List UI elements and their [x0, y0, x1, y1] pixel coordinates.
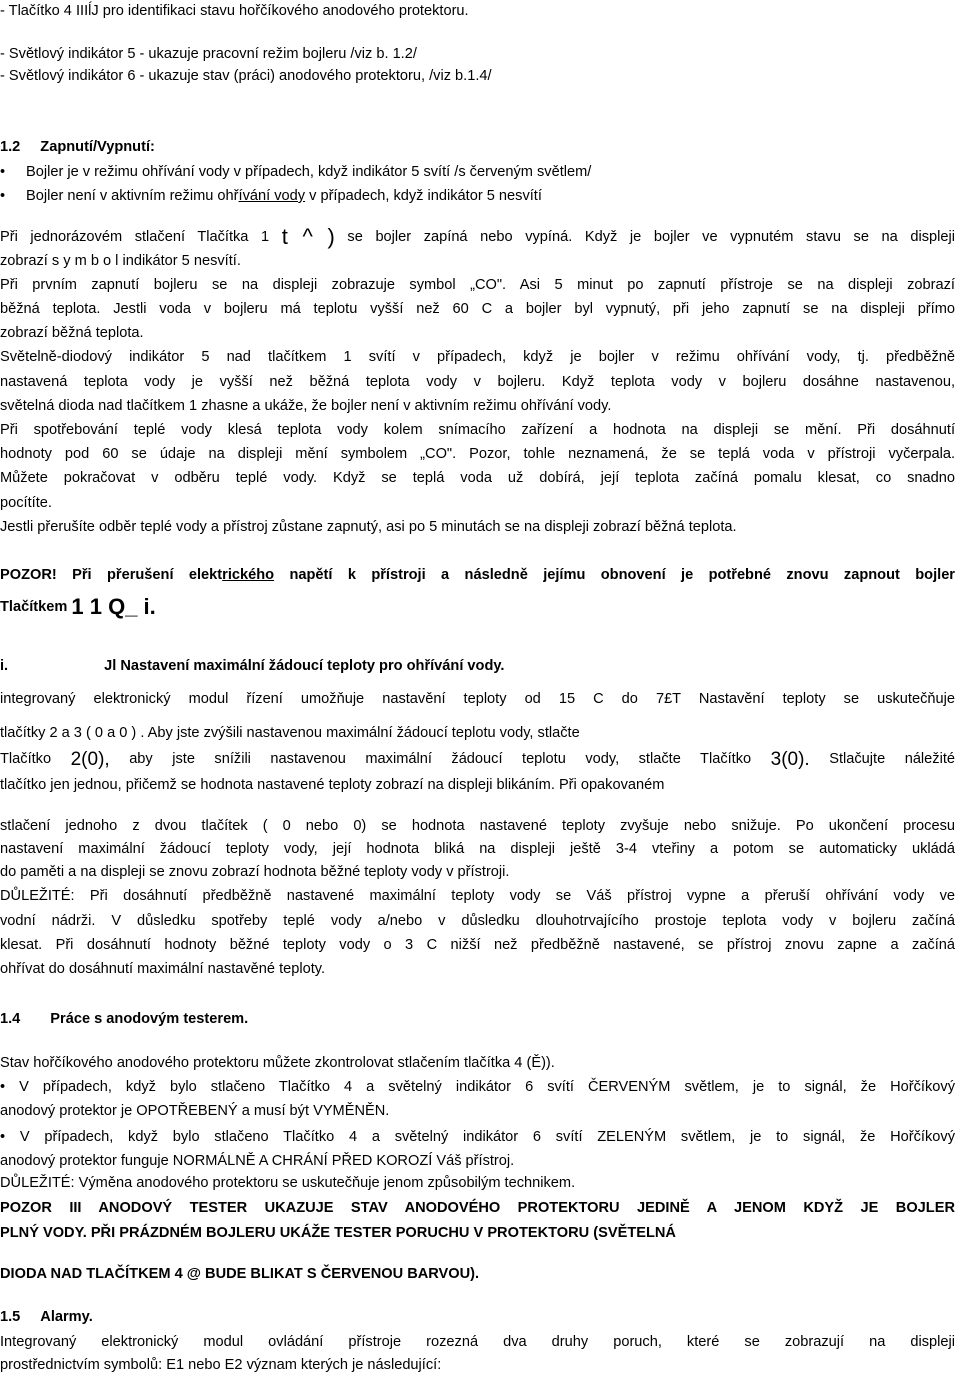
paragraph-line: nastavená teplota vody je vyšší než běžná teplota vody v bojleru. Když teplota vody v bojleru dosáhne nastavenou,: [0, 374, 955, 390]
paragraph-line: klesat. Při dosáhnutí hodnoty běžné teploty vody o 3 C nižší než předběžně nastavené, se přístroj znovu zapne a začíná: [0, 937, 955, 953]
paragraph-line: Při jednorázovém stlačení Tlačítka 1 t ^ ) se bojler zapíná nebo vypíná. Když je bojler ve vypnutém stavu se na displeji: [0, 224, 955, 249]
paragraph-line: tlačítky 2 a 3 ( 0 a 0 ) . Aby jste zvýšili nastavenou maximální žádoucí teplotu vody, stlačte: [0, 725, 580, 741]
paragraph-line: zobrazí s y m b o l indikátor 5 nesvítí.: [0, 253, 241, 269]
paragraph-line: DŮLEŽITÉ: Při dosáhnutí předběžně nastavené maximální teploty vody se Váš přístroj vypne a přeruší ohřívání vody ve: [0, 888, 955, 904]
bullet-item: • V případech, když bylo stlačeno Tlačítko 4 a světelný indikátor 6 svítí ČERVENÝM světlem, je to signál, že Hořčíkový: [0, 1079, 955, 1095]
caution-line: DIODA NAD TLAČÍTKEM 4 @ BUDE BLIKAT S ČERVENOU BARVOU).: [0, 1266, 480, 1282]
paragraph-line: běžná teplota. Jestli voda v bojleru má teplotu vyšší než 60 C a bojler byl vypnutý, při jeho zapnutí se na displeji přímo: [0, 301, 955, 317]
paragraph-line: Světelně-diodový indikátor 5 nad tlačítkem 1 svítí v případech, když je bojler v režimu ohřívání vody, tj. předběžně: [0, 349, 955, 365]
section-heading-1-2: [0, 138, 155, 157]
section-heading-1-3: [0, 657, 504, 676]
paragraph-line: stlačení jednoho z dvou tlačítek ( 0 nebo 0) se hodnota nastavené teploty zvyšuje nebo snižuje. Po ukončení procesu: [0, 818, 955, 834]
dash-line-button-4: - Tlačítko 4 IIIĺJ pro identifikaci stavu hořčíkového anodového protektoru.: [0, 3, 469, 19]
paragraph-line: tlačítko jen jednou, přičemž se hodnota nastavené teploty zobrazí na displeji blikáním. Při opakovaném: [0, 777, 665, 793]
section-heading-1-5: [0, 1308, 93, 1327]
dash-line-indicator-6: - Světlový indikátor 6 - ukazuje stav (práci) anodového protektoru, /viz b.1.4/: [0, 68, 492, 84]
paragraph-line: nastavení maximální žádoucí teploty vody, její hodnota bliká na displeji ještě 3-4 vteřiny a potom se automaticky ukládá: [0, 841, 955, 857]
bullet-item: • V případech, když bylo stlačeno Tlačítko 4 a světelný indikátor 6 svítí ZELENÝM světlem, je to signál, že Hořčíkový: [0, 1129, 955, 1145]
section-heading-1-4: [0, 1010, 248, 1029]
paragraph-line: anodový protektor je OPOTŘEBENÝ a musí být VYMĚNĚN.: [0, 1103, 390, 1119]
section-number: i.: [0, 658, 9, 674]
section-title: Práce s anodovým testerem.: [50, 1011, 249, 1027]
paragraph-line: hodnoty pod 60 se údaje na displeji mění symbolem „CO". Pozor, tohle neznamená, že se teplá voda v přístroji vyčerpala.: [0, 446, 955, 462]
section-title: Zapnutí/Vypnutí:: [40, 139, 155, 155]
caution-line: POZOR III ANODOVÝ TESTER UKAZUJE STAV ANODOVÉHO PROTEKTORU JEDINĚ A JENOM KDYŽ JE BOJLER: [0, 1200, 955, 1216]
section-number: 1.2: [0, 139, 21, 155]
paragraph-line: Při prvním zapnutí bojleru se na displeji zobrazuje symbol „CO". Asi 5 minut po zapnutí přístroje se na displeji zobrazí: [0, 277, 955, 293]
warning-line: Tlačítkem 1 1 Q_ i.: [0, 594, 156, 619]
paragraph-line: zobrazí běžná teplota.: [0, 325, 144, 341]
section-number: 1.5: [0, 1309, 21, 1325]
section-title: Jl Nastavení maximální žádoucí teploty pro ohřívání vody.: [104, 658, 505, 674]
caution-line: PLNÝ VODY. PŘI PRÁZDNÉM BOJLERU UKÁŽE TESTER PORUCHU V PROTEKTORU (SVĚTELNÁ: [0, 1225, 676, 1241]
paragraph-line: Tlačítko 2(0), aby jste snížili nastavenou maximální žádoucí teplotu vody, stlačte Tlačítko 3(0). Stlačujte náležité: [0, 749, 955, 770]
paragraph-line: Při spotřebování teplé vody klesá teplota vody kolem snímacího zařízení a hodnota na displeji se mění. Při dosáhnutí: [0, 422, 955, 438]
dash-line-indicator-5: - Světlový indikátor 5 - ukazuje pracovní režim bojleru /viz b. 1.2/: [0, 46, 417, 62]
paragraph-line: Jestli přerušíte odběr teplé vody a přístroj zůstane zapnutý, asi po 5 minutách se na displeji zobrazí běžná teplota.: [0, 519, 737, 535]
paragraph-line: pocítíte.: [0, 495, 52, 511]
paragraph-line: ohřívat do dosáhnutí maximální nastavěné teploty.: [0, 961, 326, 977]
paragraph-line: prostřednictvím symbolů: E1 nebo E2 význam kterých je následující:: [0, 1357, 442, 1373]
paragraph-line: DŮLEŽITÉ: Výměna anodového protektoru se uskutečňuje jenom způsobilým technikem.: [0, 1175, 576, 1191]
paragraph-line: Můžete pokračovat v odběru teplé vody. Když se teplá voda už dobírá, její teplota začíná pomalu klesat, co snadno: [0, 470, 955, 486]
paragraph-line: vodní nádrži. V důsledku spotřeby teplé vody a/nebo v důsledku dlouhotrvajícího prostoje teplota vody v bojleru začíná: [0, 913, 955, 929]
paragraph-line: anodový protektor funguje NORMÁLNĚ A CHRÁNÍ PŘED KOROZÍ Váš přístroj.: [0, 1153, 515, 1169]
paragraph-line: světelná dioda nad tlačítkem 1 zhasne a ukáže, že bojler není v aktivním režimu ohřívání vody.: [0, 398, 612, 414]
paragraph-line: Integrovaný elektronický modul ovládání přístroje rozezná dva druhy poruch, které se zobrazují na displeji: [0, 1334, 955, 1350]
bullet-item: • Bojler je v režimu ohřívání vody v případech, když indikátor 5 svítí /s červeným světlem/: [0, 164, 592, 180]
warning-line: POZOR! Při přerušení elektrického napětí k přístroji a následně jejímu obnovení je potřebné znovu zapnout bojler: [0, 567, 955, 583]
paragraph-line: integrovaný elektronický modul řízení umožňuje nastavění teploty od 15 C do 7£T Nastavění teploty se uskutečňuje: [0, 691, 955, 707]
bullet-item: • Bojler není v aktivním režimu ohřívání vody v případech, když indikátor 5 nesvítí: [0, 188, 542, 204]
paragraph-line: do paměti a na displeji se znovu zobrazí hodnota běžné teploty vody v přístroji.: [0, 864, 510, 880]
paragraph-line: Stav hořčíkového anodového protektoru můžete zkontrolovat stlačením tlačítka 4 (Ě)).: [0, 1055, 555, 1071]
section-title: Alarmy.: [40, 1309, 93, 1325]
section-number: 1.4: [0, 1011, 21, 1027]
